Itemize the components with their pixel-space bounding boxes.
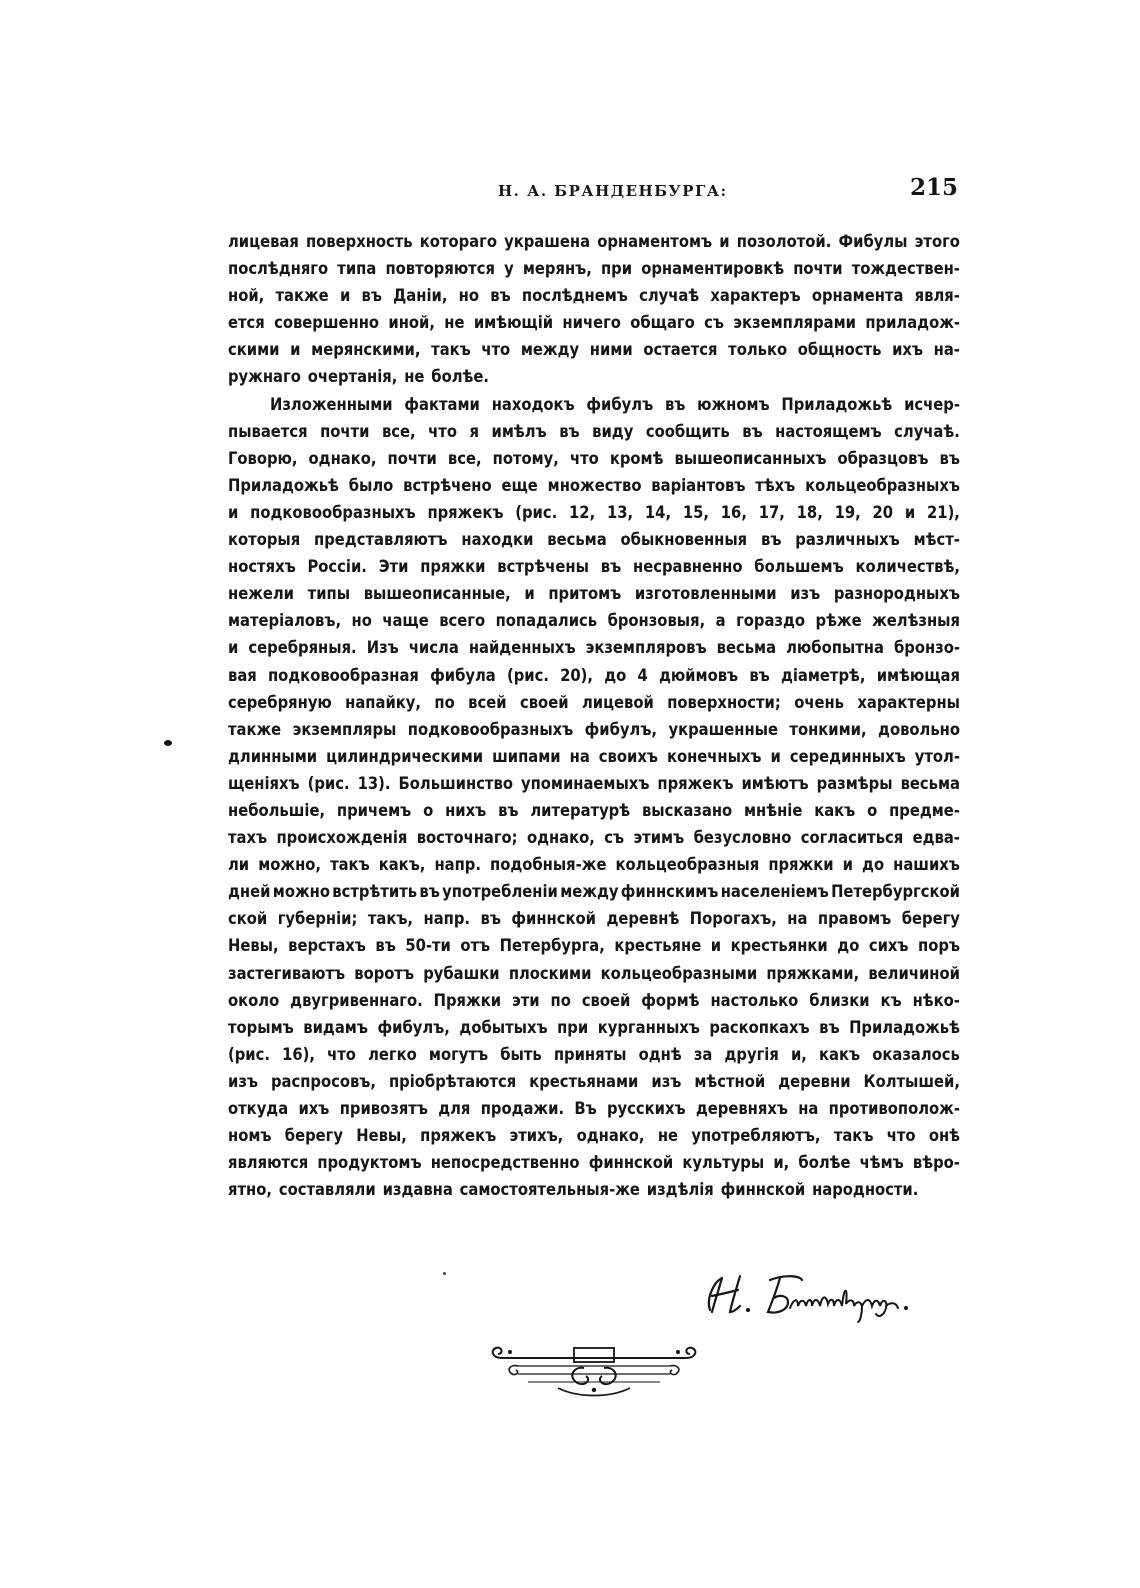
text-line: ятно, составляли издавна самостоятельныя-же издѣлія финнской народности. xyxy=(228,1180,919,1200)
text-line: застегиваютъ воротъ рубашки плоскими кольцеобразными пряжками, величиной xyxy=(228,963,960,983)
text-line: которыя представляютъ находки весьма обыкновенныя въ различныхъ мѣст- xyxy=(228,530,960,550)
signature xyxy=(700,1268,930,1324)
text-line: являются продуктомъ непосредственно финнской культуры и, болѣе чѣмъ вѣро- xyxy=(228,1153,960,1173)
text-line: ружнаго очертанія, не болѣе. xyxy=(228,367,489,387)
text-line: ной, также и въ Даніи, но въ послѣднемъ случаѣ характеръ орнамента явля- xyxy=(228,286,960,306)
text-line: длинными цилиндрическими шипами на своихъ конечныхъ и серединныхъ утол- xyxy=(228,746,960,766)
text-line: послѣдняго типа повторяются у мерянъ, при орнаментировкѣ почти тождествен- xyxy=(228,259,960,279)
text-line: Говорю, однако, почти все, потому, что кромѣ вышеописанныхъ образцовъ въ xyxy=(228,448,960,468)
text-line: Приладожьѣ было встрѣчено еще множество варіантовъ тѣхъ кольцеобразныхъ xyxy=(228,475,960,495)
text-line: серебряную напайку, по всей своей лицевой поверхности; очень характерны xyxy=(228,692,960,712)
text-line: около двугривеннаго. Пряжки эти по своей формѣ настолько близки къ нѣко- xyxy=(228,990,960,1010)
body-text xyxy=(228,228,960,1203)
text-line: изъ распросовъ, пріобрѣтаются крестьянами изъ мѣстной деревни Колтышей, xyxy=(228,1071,960,1091)
running-head xyxy=(228,174,958,208)
text-line: вая подковообразная фибула (рис. 20), до 4 дюймовъ въ діаметрѣ, имѣющая xyxy=(228,665,960,685)
stray-dot xyxy=(443,1272,446,1275)
text-line: щеніяхъ (рис. 13). Большинство упоминаемыхъ пряжекъ имѣютъ размѣры весьма xyxy=(228,773,960,793)
text-line: матеріаловъ, но чаще всего попадались бронзовыя, а гораздо рѣже желѣзныя xyxy=(228,611,960,631)
text-line: ностяхъ Россіи. Эти пряжки встрѣчены въ несравненно большемъ количествѣ, xyxy=(228,557,960,577)
text-line: тахъ происхожденія восточнаго; однако, съ этимъ безусловно согласиться едва- xyxy=(228,828,960,848)
text-line: торымъ видамъ фибулъ, добытыхъ при курганныхъ раскопкахъ въ Приладожьѣ xyxy=(228,1017,960,1037)
text-line: ской губерніи; такъ, напр. въ финнской деревнѣ Порогахъ, на правомъ берегу xyxy=(228,909,960,929)
text-line: ется совершенно иной, не имѣющій ничего общаго съ экземплярами приладож- xyxy=(228,313,960,333)
text-line: Изложенными фактами находокъ фибулъ въ южномъ Приладожьѣ исчер- xyxy=(270,394,960,414)
running-title: Н. А. БРАНДЕНБУРГА: xyxy=(498,182,728,200)
text-line: ли можно, такъ какъ, напр. подобныя-же кольцеобразныя пряжки и до нашихъ xyxy=(228,855,960,875)
text-line: лицевая поверхность котораго украшена орнаментомъ и позолотой. Фибулы этого xyxy=(228,232,960,251)
page-number: 215 xyxy=(909,174,958,201)
text-line: скими и мерянскими, такъ что между ними остается только общность ихъ на- xyxy=(228,340,960,360)
tailpiece-ornament-icon xyxy=(488,1344,700,1402)
text-line: откуда ихъ привозятъ для продажи. Въ русскихъ деревняхъ на противополож- xyxy=(228,1099,960,1118)
text-line: и серебряныя. Изъ числа найденныхъ экземпляровъ весьма любопытна бронзо- xyxy=(228,638,960,658)
text-line: небольшіе, причемъ о нихъ въ литературѣ высказано мнѣніе какъ о предме- xyxy=(228,800,960,820)
text-line: номъ берегу Невы, пряжекъ этихъ, однако, не употребляютъ, такъ что онѣ xyxy=(228,1126,960,1146)
text-line: пывается почти все, что я имѣлъ въ виду сообщить въ настоящемъ случаѣ. xyxy=(228,421,960,441)
text-line: нежели типы вышеописанные, и притомъ изготовленными изъ разнородныхъ xyxy=(228,584,960,604)
text-line: Невы, верстахъ въ 50-ти отъ Петербурга, крестьяне и крестьянки до сихъ поръ xyxy=(228,936,960,956)
text-line: и подковообразныхъ пряжекъ (рис. 12, 13, 14, 15, 16, 17, 18, 19, 20 и 21), xyxy=(228,502,960,522)
text-line: (рис. 16), что легко могутъ быть приняты однѣ за другія и, какъ оказалось xyxy=(228,1044,960,1064)
text-line: дней можно встрѣтить въ употребленіи между финнскимъ населеніемъ Петербургской xyxy=(228,882,960,902)
margin-mark xyxy=(164,740,172,746)
text-line: также экземпляры подковообразныхъ фибулъ, украшенные тонкими, довольно xyxy=(228,719,960,739)
